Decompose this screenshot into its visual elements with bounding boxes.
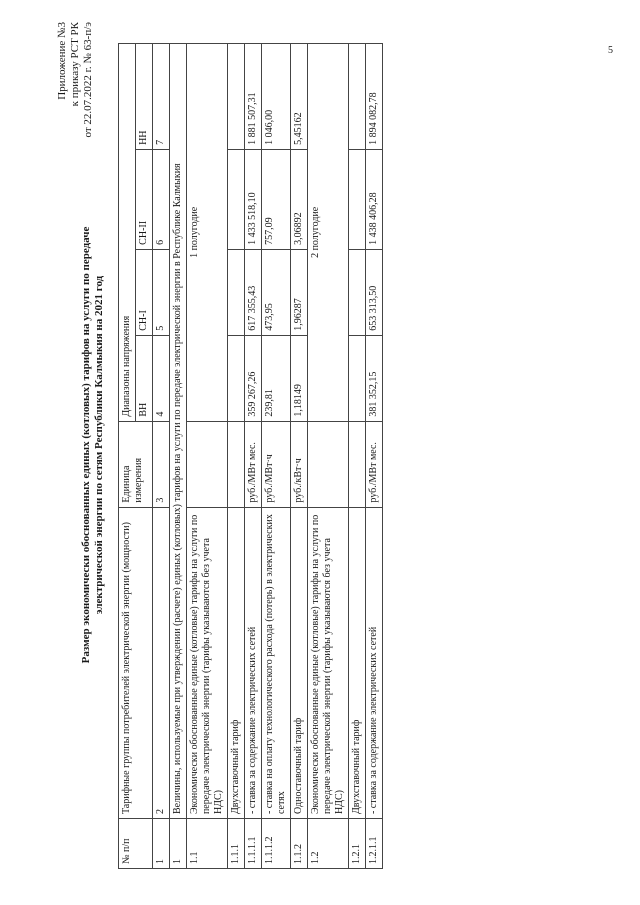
row-label: - ставка на оплату технологического расхода (потерь) в электрических сетях xyxy=(262,507,291,818)
header-num: № п/п xyxy=(119,819,153,869)
row-label: Экономически обоснованные единые (котловые) тарифы на услуги по передаче электрической энергии (тарифы указываются без учета НДС) xyxy=(308,507,349,818)
tariff-table xyxy=(118,43,383,869)
row-unit xyxy=(187,421,228,507)
table-row xyxy=(262,44,291,869)
row-number: 1.2.1.1 xyxy=(366,819,383,869)
header-nn: НН xyxy=(136,44,153,150)
value-sn1: 653 313,50 xyxy=(366,249,383,335)
value-vn: 239,81 xyxy=(262,335,291,421)
row-label: Экономически обоснованные единые (котловые) тарифы на услуги по передаче электрической энергии (тарифы указываются без учета НДС) xyxy=(187,507,228,818)
table-row xyxy=(245,44,262,869)
table-row xyxy=(228,44,245,869)
value-nn: 1 881 507,31 xyxy=(245,44,262,150)
row-label: - ставка за содержание электрических сетей xyxy=(366,507,383,818)
row-number: 1.1.2 xyxy=(291,819,308,869)
value-vn: 359 267,26 xyxy=(245,335,262,421)
row-label: - ставка за содержание электрических сетей xyxy=(245,507,262,818)
row-number: 1.2 xyxy=(308,819,349,869)
value-nn: 5,45162 xyxy=(291,44,308,150)
table-row xyxy=(366,44,383,869)
row-unit: руб./МВт·ч xyxy=(262,421,291,507)
appendix-line: Приложение №3 xyxy=(56,22,68,100)
header-vn: ВН xyxy=(136,335,153,421)
row-label: Двухставочный тариф xyxy=(349,507,366,818)
row-unit: руб./МВт мес. xyxy=(366,421,383,507)
row-number: 1 xyxy=(170,819,187,869)
value-sn1: 473,95 xyxy=(262,249,291,335)
column-number: 2 xyxy=(153,507,170,818)
appendix-line: от 22.07.2022 г. № 63-п/э xyxy=(82,22,94,138)
column-number: 7 xyxy=(153,44,170,150)
title-line: Размер экономически обоснованных единых (котловых) тарифов на услуги по передаче xyxy=(80,226,92,664)
appendix-line: к приказу РСТ РК xyxy=(69,22,81,107)
value-sn2: 1 433 518,10 xyxy=(245,149,262,249)
table-row xyxy=(187,44,228,869)
value-sn2: 3,06892 xyxy=(291,149,308,249)
table-row xyxy=(170,44,187,869)
column-number-row xyxy=(153,44,170,869)
period-label: 2 полугодие xyxy=(308,44,349,422)
header-group: Тарифные группы потребителей электрической энергии (мощности) xyxy=(119,507,153,818)
column-number: 3 xyxy=(153,421,170,507)
table-row xyxy=(349,44,366,869)
value-vn: 1,18149 xyxy=(291,335,308,421)
row-number: 1.1.1.2 xyxy=(262,819,291,869)
row-unit: руб./кВт·ч xyxy=(291,421,308,507)
row-number: 1.2.1 xyxy=(349,819,366,869)
row-unit xyxy=(308,421,349,507)
column-number: 4 xyxy=(153,335,170,421)
row-label: Величины, используемые при утверждении (расчете) единых (котловых) тарифов на услуги по передаче электрической энергии в Республике Калмыкия xyxy=(170,44,187,819)
header-ranges: Диапазоны напряжения xyxy=(119,44,136,422)
header-unit: Единица измерения xyxy=(119,421,153,507)
document-title xyxy=(80,135,106,755)
column-number: 1 xyxy=(153,819,170,869)
row-number: 1.1.1 xyxy=(228,819,245,869)
header-sn1: СН-I xyxy=(136,249,153,335)
value-nn: 1 894 082,78 xyxy=(366,44,383,150)
period-label: 1 полугодие xyxy=(187,44,228,422)
title-line: электрической энергии по сетям Республики Калмыкия на 2021 год xyxy=(93,275,105,615)
appendix-note xyxy=(56,22,95,138)
column-number: 5 xyxy=(153,249,170,335)
value-sn1: 617 355,43 xyxy=(245,249,262,335)
header-sn2: СН-II xyxy=(136,149,153,249)
value-nn: 1 046,00 xyxy=(262,44,291,150)
row-unit: руб./МВт мес. xyxy=(245,421,262,507)
row-label: Двухставочный тариф xyxy=(228,507,245,818)
table-row xyxy=(308,44,349,869)
value-sn2: 1 438 406,28 xyxy=(366,149,383,249)
column-number: 6 xyxy=(153,149,170,249)
table-row xyxy=(291,44,308,869)
value-vn: 381 352,15 xyxy=(366,335,383,421)
value-sn1: 1,96287 xyxy=(291,249,308,335)
row-label: Одноставочный тариф xyxy=(291,507,308,818)
row-number: 1.1 xyxy=(187,819,228,869)
row-number: 1.1.1.1 xyxy=(245,819,262,869)
value-sn2: 757,09 xyxy=(262,149,291,249)
page-number: 5 xyxy=(608,45,613,56)
table-header-row xyxy=(119,44,136,869)
